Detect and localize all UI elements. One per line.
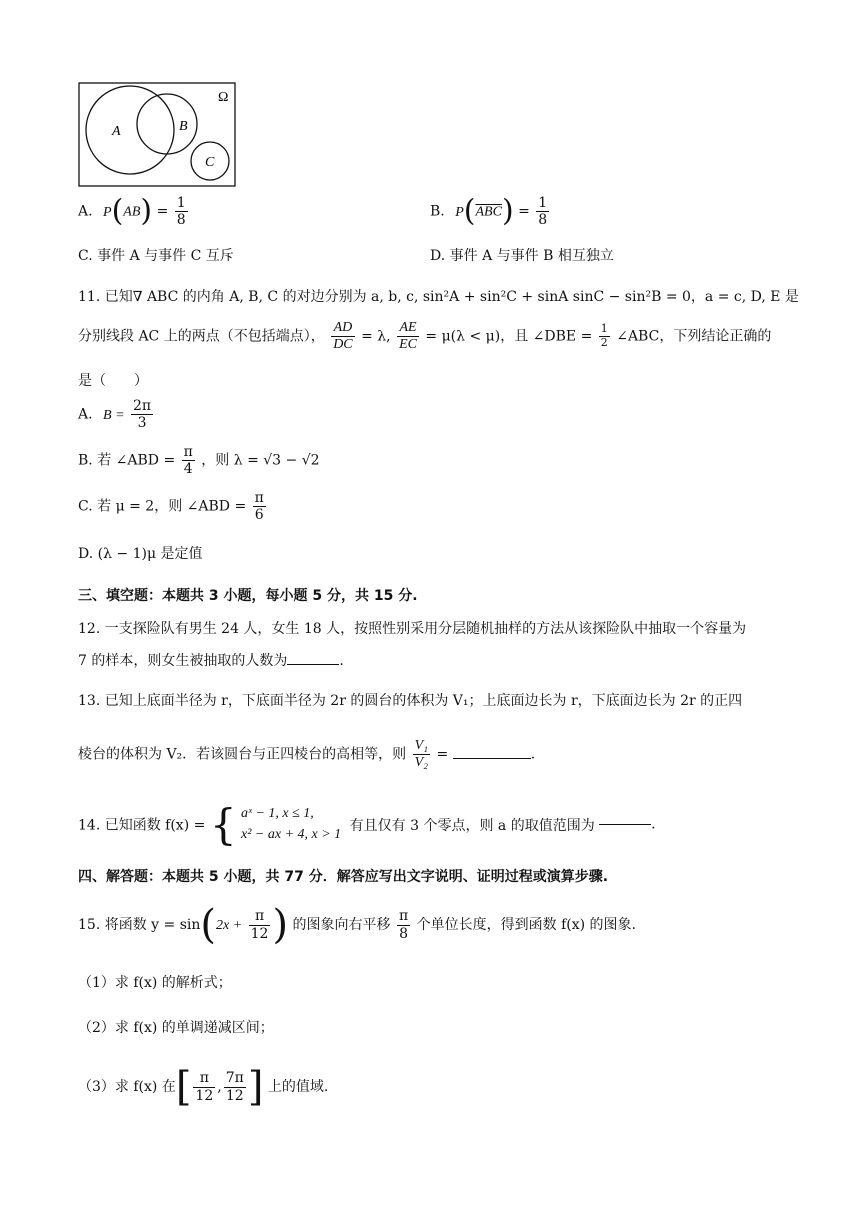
q15-inner-frac: $\frac{\pi}{12}$	[250, 908, 269, 942]
q13-line-2: 棱台的体积为 V₂．若该圆台与正四棱台的高相等，则 $\frac{\text{V₁}}{\text{V₂}}$ = .	[78, 738, 536, 771]
q12-answer-blank[interactable]	[287, 664, 339, 665]
q10-option-d: D. 事件 A 与事件 B 相互独立	[430, 248, 614, 264]
q13-frac-v1-v2: $\frac{\text{V₁}}{\text{V₂}}$	[414, 738, 429, 771]
q10-option-b-inner: $\overline{ABC}$	[475, 204, 502, 220]
q15-sub-2: （2）求 f(x) 的单调递减区间；	[78, 1020, 274, 1036]
q13-equals: =	[436, 746, 449, 763]
q11-option-a-lhs: B =	[103, 407, 125, 423]
q11-line-2	[78, 320, 771, 353]
q15-prefix: 15. 将函数 y = sin	[78, 917, 201, 933]
q11-option-a-prefix: A.	[78, 406, 93, 423]
q11-line-3: 是（ ）	[78, 373, 148, 389]
q11-frac-ad-dc: $\frac{AD}{DC}$	[333, 320, 353, 353]
q10-option-a-fraction: $\frac{1}{8}$	[176, 195, 186, 229]
q11-option-d: D. (λ − 1)μ 是定值	[78, 546, 203, 562]
q14-suffix: 有且仅有 3 个零点，则 a 的取值范围为	[349, 817, 595, 834]
q11-option-a-frac: $\frac{2\pi}{3}$	[132, 398, 152, 432]
q10-option-b: B. $P(\overline{ABC})$ = $\frac{1}{8}$	[430, 193, 548, 229]
q11-option-c	[78, 490, 268, 523]
venn-label-c: C	[205, 155, 215, 170]
q12-line-1: 12. 一支探险队有男生 24 人，女生 18 人，按照性别采用分层随机抽样的方法从该探险队中抽取一个容量为	[78, 621, 747, 637]
q10-option-a-inner: AB	[123, 204, 141, 220]
q11-option-b-frac: $\frac{\pi}{4}$	[183, 444, 193, 478]
q10-option-a-prefix: A.	[78, 203, 93, 220]
venn-circle-a	[86, 86, 174, 174]
q15-inner-left: 2x +	[216, 918, 243, 933]
q15-sub-3: （3）求 f(x) 在[ $\frac{\pi}{12}$ , $\frac{7\pi}{12}$ ] 上的值域.	[78, 1064, 329, 1110]
venn-diagram	[78, 82, 238, 188]
q11-lambda: = λ,	[361, 328, 391, 345]
section-4-title: 四、解答题：本题共 5 小题，共 77 分．解答应写出文字说明、证明过程或演算步骤.	[78, 869, 609, 885]
q11-option-c-frac: $\frac{\pi}{6}$	[254, 490, 264, 524]
q11-frac-half: $\frac{1}{2}$	[600, 322, 608, 350]
venn-omega-label: Ω	[218, 90, 229, 105]
q13-line-2-text: 棱台的体积为 V₂．若该圆台与正四棱台的高相等，则	[78, 746, 407, 763]
q10-option-b-fraction: $\frac{1}{8}$	[538, 195, 548, 229]
q11-option-b-prefix: B. 若 ∠ABD =	[78, 452, 176, 469]
q14-case-1: aˣ − 1, x ≤ 1,	[241, 806, 314, 822]
q13-line-1: 13. 已知上底面半径为 r，下底面半径为 2r 的圆台的体积为 V₁；上底面边长为 r，下底面边长为 2r 的正四	[78, 693, 743, 709]
q11-mu-condition: = μ(λ < μ)，且 ∠DBE =	[425, 328, 593, 345]
section-3-title: 三、填空题：本题共 3 小题，每小题 5 分，共 15 分.	[78, 588, 418, 604]
q11-frac-ae-ec: $\frac{AE}{EC}$	[399, 320, 417, 353]
q12-line-2-text: 7 的样本，则女生被抽取的人数为	[78, 653, 288, 669]
q14-prefix: 14. 已知函数 f(x) =	[78, 817, 206, 834]
venn-circle-b	[137, 94, 197, 154]
q10-option-b-p: P	[455, 204, 464, 220]
q15-sub-3-prefix: （3）求 f(x) 在	[78, 1079, 176, 1095]
q10-option-c: C. 事件 A 与事件 C 互斥	[78, 248, 234, 264]
q10-option-a: A. P(AB) = $\frac{1}{8}$	[78, 193, 186, 229]
venn-universe-rect	[79, 83, 235, 186]
q10-option-a-p: P	[103, 204, 112, 220]
q15-sub-3-frac-b: $\frac{7\pi}{12}$	[225, 1070, 244, 1104]
q11-option-b	[78, 444, 320, 477]
q15-sub-3-suffix: 上的值域.	[267, 1079, 329, 1095]
q15-sub-1: （1）求 f(x) 的解析式；	[78, 975, 232, 991]
q14-cases	[241, 804, 341, 845]
q11-line-2-end: ∠ABC，下列结论正确的	[616, 328, 772, 345]
q11-line-2-start: 分别线段 AC 上的两点（不包括端点），	[78, 328, 325, 345]
q15-mid: 的图象向右平移	[292, 917, 391, 933]
q11-line-1: 11. 已知∇ ABC 的内角 A, B, C 的对边分别为 a, b, c, sin²A + sin²C + sinA sinC − sin²B = 0，a = c, D, E 是	[78, 289, 799, 305]
q11-option-a	[78, 398, 155, 431]
q15-shift-frac: $\frac{\pi}{8}$	[398, 908, 409, 942]
q15-sub-3-frac-a: $\frac{\pi}{12}$	[195, 1070, 214, 1104]
q14-answer-blank[interactable]	[599, 824, 651, 825]
q14-brace: {	[209, 800, 237, 849]
venn-label-b: B	[179, 119, 188, 134]
q11-option-c-prefix: C. 若 μ = 2，则 ∠ABD =	[78, 498, 247, 515]
q15-suffix: 个单位长度，得到函数 f(x) 的图象.	[416, 917, 636, 933]
q14-case-2: x² − ax + 4, x > 1	[241, 826, 342, 842]
q14-line: 14. 已知函数 f(x) = { aˣ − 1, x ≤ 1, x² − ax + 4, x > 1 有且仅有 3 个零点，则 a 的取值范围为 .	[78, 800, 656, 849]
q11-option-b-tail: ，则 λ = √3 − √2	[201, 452, 320, 469]
q15-line: 15. 将函数 y = sin(2x + $\frac{\pi}{12}$ ) 的图象向右平移 $\frac{\pi}{8}$ 个单位长度，得到函数 f(x) 的图象.	[78, 902, 636, 948]
q12-line-2: 7 的样本，则女生被抽取的人数为 .	[78, 653, 344, 669]
q10-option-b-prefix: B.	[430, 203, 445, 220]
venn-label-a: A	[112, 124, 121, 139]
q13-answer-blank[interactable]	[453, 758, 531, 759]
